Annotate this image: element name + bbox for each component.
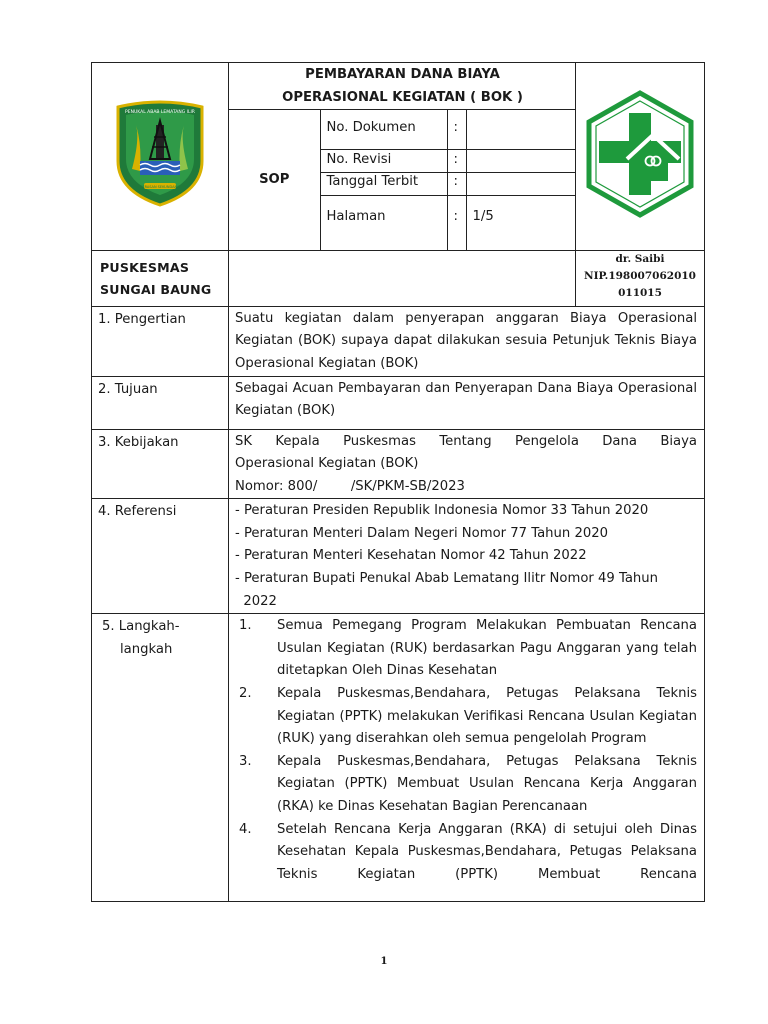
section-text-tujuan: Sebagai Acuan Pembayaran dan Penyerapan Dana Biaya Operasional Kegiatan (BOK) bbox=[229, 376, 705, 429]
kebijakan-line-3: Nomor: 800/ /SK/PKM-SB/2023 bbox=[235, 478, 465, 494]
step-number: 4. bbox=[239, 821, 252, 837]
crest-ribbon-text: PENUKAL ABAB LEMATANG ILIR bbox=[125, 110, 195, 116]
step-item bbox=[233, 751, 697, 819]
meta-colon: : bbox=[447, 110, 466, 150]
document-title bbox=[229, 63, 576, 110]
sop-table bbox=[91, 62, 705, 902]
meta-colon: : bbox=[447, 173, 466, 196]
blank-cell bbox=[229, 250, 576, 306]
step-text: Setelah Rencana Kerja Anggaran (RKA) di setujui oleh Dinas Kesehatan Kepala Puskesmas,Bendahara, Petugas Pelaksana Teknis Kegiatan (PPTK) Membuat Rencana bbox=[277, 821, 697, 882]
step-text: Kepala Puskesmas,Bendahara, Petugas Pelaksana Teknis Kegiatan (PPTK) Membuat Usulan Rencana Kerja Anggaran (RKA) ke Dinas Kesehatan Bagian Perencanaan bbox=[277, 753, 697, 814]
meta-value-tanggal-terbit bbox=[466, 173, 576, 196]
signatory-nip-1: NIP.198007062010 bbox=[584, 269, 696, 282]
section-list-referensi bbox=[229, 499, 705, 614]
regency-crest-logo bbox=[110, 99, 210, 209]
section-text-kebijakan bbox=[229, 429, 705, 499]
section-label-tujuan: 2. Tujuan bbox=[92, 376, 229, 429]
referensi-item: - Peraturan Menteri Kesehatan Nomor 42 Tahun 2022 bbox=[235, 548, 587, 564]
referensi-item: 2022 bbox=[235, 593, 277, 609]
sop-label: SOP bbox=[229, 110, 320, 250]
step-item bbox=[233, 615, 697, 683]
meta-label-tanggal-terbit: Tanggal Terbit bbox=[320, 173, 447, 196]
meta-label-no-revisi: No. Revisi bbox=[320, 150, 447, 173]
step-number: 1. bbox=[239, 618, 252, 634]
referensi-item: - Peraturan Menteri Dalam Negeri Nomor 77 Tahun 2020 bbox=[235, 525, 609, 541]
step-item bbox=[233, 683, 697, 751]
step-item bbox=[233, 819, 697, 887]
meta-value-no-dokumen bbox=[466, 110, 576, 150]
section-label-kebijakan: 3. Kebijakan bbox=[92, 429, 229, 499]
meta-colon: : bbox=[447, 150, 466, 173]
steps-list bbox=[233, 615, 697, 886]
step-number: 3. bbox=[239, 753, 252, 769]
meta-value-no-revisi bbox=[466, 150, 576, 173]
organization-line-1: PUSKESMAS bbox=[100, 260, 190, 275]
referensi-item: - Peraturan Presiden Republik Indonesia Nomor 33 Tahun 2020 bbox=[235, 503, 649, 519]
step-text: Semua Pemegang Program Melakukan Pembuatan Rencana Usulan Kegiatan (RUK) berdasarkan Pagu Anggaran yang telah ditetapkan Oleh Dinas Kesehatan bbox=[277, 618, 697, 679]
signatory-name: dr. Saibi bbox=[615, 252, 665, 265]
title-line-2: OPERASIONAL KEGIATAN ( BOK ) bbox=[282, 90, 523, 105]
crest-motto-text: SERASAN SEKUNDANG bbox=[140, 185, 180, 190]
meta-colon: : bbox=[447, 196, 466, 250]
organization-line-2: SUNGAI BAUNG bbox=[100, 282, 212, 297]
header-center-cell bbox=[229, 63, 576, 251]
title-line-1: PEMBAYARAN DANA BIAYA bbox=[305, 67, 500, 82]
meta-value-halaman: 1/5 bbox=[466, 196, 576, 250]
section-label-referensi: 4. Referensi bbox=[92, 499, 229, 614]
puskesmas-logo-cell bbox=[576, 63, 705, 251]
step-number: 2. bbox=[239, 686, 252, 702]
section-text-pengertian: Suatu kegiatan dalam penyerapan anggaran Biaya Operasional Kegiatan (BOK) supaya dapat dilakukan sesuia Petunjuk Teknis Biaya Operasional Kegiatan (BOK) bbox=[229, 306, 705, 376]
page-number: 1 bbox=[380, 956, 388, 967]
langkah-label-line-2: langkah bbox=[120, 641, 173, 657]
section-label-pengertian: 1. Pengertian bbox=[92, 306, 229, 376]
section-label-langkah bbox=[92, 614, 229, 902]
organization-name bbox=[92, 250, 229, 306]
regency-crest-cell bbox=[92, 63, 229, 251]
signatory bbox=[576, 250, 705, 306]
langkah-label-line-1: 5. Langkah- bbox=[102, 619, 180, 635]
kebijakan-line-1: SK Kepala Puskesmas Tentang Pengelola Dana Biaya bbox=[235, 433, 697, 449]
section-steps-langkah bbox=[229, 614, 705, 902]
signatory-nip-2: 011015 bbox=[618, 286, 662, 299]
referensi-item: - Peraturan Bupati Penukal Abab Lematang Ilitr Nomor 49 Tahun bbox=[235, 571, 658, 587]
meta-label-no-dokumen: No. Dokumen bbox=[320, 110, 447, 150]
kebijakan-line-2: Operasional Kegiatan (BOK) bbox=[235, 456, 419, 472]
meta-label-halaman: Halaman bbox=[320, 196, 447, 250]
puskesmas-logo bbox=[583, 89, 697, 219]
sop-document bbox=[91, 62, 704, 902]
step-text: Kepala Puskesmas,Bendahara, Petugas Pelaksana Teknis Kegiatan (PPTK) melakukan Verifikasi Rencana Usulan Kegiatan (RUK) yang diserahkan oleh semua pengelolah Program bbox=[277, 686, 697, 747]
